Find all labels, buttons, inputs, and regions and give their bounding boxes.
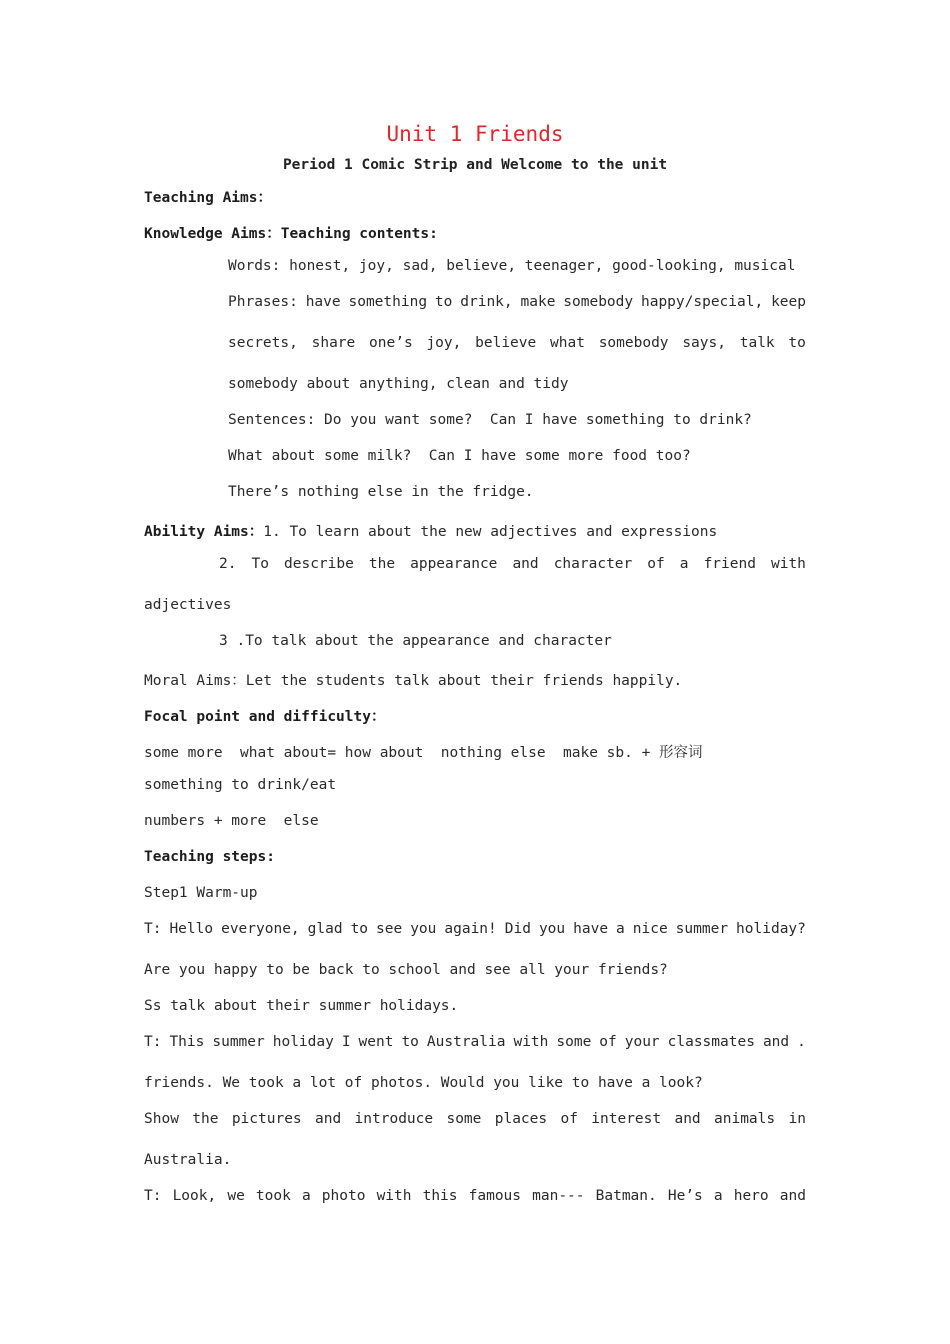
word: photo	[321, 1188, 366, 1204]
focal-line-2: something to drink/eat	[144, 777, 337, 793]
word: Phrases:	[228, 294, 298, 310]
word: summer	[212, 1034, 265, 1050]
word: a	[616, 921, 625, 937]
word: says,	[682, 335, 726, 351]
focal-line-3: numbers + more else	[144, 813, 319, 829]
word: To	[251, 556, 269, 572]
word: classmates	[667, 1034, 755, 1050]
word: you	[410, 921, 437, 937]
students-line: Ss talk about their summer holidays.	[144, 998, 459, 1014]
word: holiday	[272, 1034, 334, 1050]
teacher-line-2	[144, 1034, 806, 1050]
word: character	[553, 556, 633, 572]
word: to	[350, 921, 369, 937]
word: T:	[144, 921, 162, 937]
teaching-aims-heading: Teaching Aims：	[144, 190, 272, 206]
word: to	[401, 1034, 419, 1050]
word: what	[550, 335, 585, 351]
words-line: Words: honest, joy, sad, believe, teenager, good-looking, musical	[228, 258, 796, 274]
moral-aims-line: Moral Aims：Let the students talk about their friends happily.	[144, 673, 683, 689]
word: Did	[504, 921, 531, 937]
phrases-line-2	[228, 335, 806, 351]
document-subtitle: Period 1 Comic Strip and Welcome to the unit	[282, 157, 668, 173]
show-line-cont: Australia.	[144, 1152, 232, 1168]
word: your	[624, 1034, 660, 1050]
word: interest	[591, 1111, 662, 1127]
word: This	[169, 1034, 205, 1050]
word: again!	[444, 921, 497, 937]
word: Australia	[426, 1034, 506, 1050]
word: of	[599, 1034, 617, 1050]
word: to	[434, 294, 453, 310]
word: Hello	[169, 921, 214, 937]
ability-aim-2-cont: adjectives	[144, 597, 232, 613]
word: man---	[532, 1188, 585, 1204]
document-title: Unit 1 Friends	[386, 122, 564, 146]
step1-heading: Step1 Warm-up	[144, 885, 258, 901]
word: and	[315, 1111, 342, 1127]
word: happy/special,	[640, 294, 764, 310]
sentences-line-2: What about some milk? Can I have some more food too?	[228, 448, 691, 464]
word: and	[779, 1188, 806, 1204]
teacher-line-3	[144, 1188, 806, 1204]
word: in	[788, 1111, 806, 1127]
ability-aims-heading: Ability Aims：	[144, 524, 264, 540]
word: talk	[739, 335, 775, 351]
word: secrets,	[228, 335, 298, 351]
word: a	[713, 1188, 723, 1204]
focal-heading: Focal point and difficulty：	[144, 709, 386, 725]
word: appearance	[410, 556, 498, 572]
word: keep	[771, 294, 806, 310]
ability-aims-line	[144, 520, 717, 541]
word: T:	[144, 1188, 162, 1204]
teaching-steps-heading: Teaching steps:	[144, 849, 275, 865]
word: nice	[632, 921, 668, 937]
word: Show	[144, 1111, 179, 1127]
word: Look,	[172, 1188, 217, 1204]
word: the	[192, 1111, 219, 1127]
word: T:	[144, 1034, 162, 1050]
word: to	[788, 335, 806, 351]
word: some	[556, 1034, 592, 1050]
word: a	[679, 556, 689, 572]
sentences-line-1: Sentences: Do you want some? Can I have something to drink?	[228, 412, 752, 428]
word: drink,	[460, 294, 513, 310]
phrases-line-1	[228, 294, 806, 310]
word: we	[227, 1188, 245, 1204]
word: you	[538, 921, 566, 937]
word: pictures	[231, 1111, 302, 1127]
word: somebody	[563, 294, 634, 310]
word: believe	[475, 335, 537, 351]
word: hero	[733, 1188, 769, 1204]
word: a	[301, 1188, 311, 1204]
teacher-line-1-cont: Are you happy to be back to school and see all your friends?	[144, 962, 668, 978]
word: with	[513, 1034, 549, 1050]
ability-aim-3: 3 .To talk about the appearance and character	[219, 633, 612, 649]
word: I	[341, 1034, 351, 1050]
word: see	[376, 921, 403, 937]
word: with	[376, 1188, 412, 1204]
word: this	[422, 1188, 458, 1204]
word: animals	[714, 1111, 776, 1127]
word: He’s	[667, 1188, 703, 1204]
word: summer	[675, 921, 729, 937]
word: Batman.	[595, 1188, 657, 1204]
word: have	[573, 921, 609, 937]
word: .	[797, 1034, 806, 1050]
word: holiday?	[736, 921, 806, 937]
word: 2.	[219, 556, 237, 572]
sentences-line-3: There’s nothing else in the fridge.	[228, 484, 534, 500]
word: make	[520, 294, 556, 310]
word: something	[348, 294, 428, 310]
focal-line-1: some more what about= how about nothing else make sb. + 形容词	[144, 745, 703, 761]
word: everyone,	[221, 921, 300, 937]
knowledge-aims-heading: Knowledge Aims：Teaching contents:	[144, 226, 438, 242]
word: and	[762, 1034, 790, 1050]
show-line	[144, 1111, 806, 1127]
word: describe	[284, 556, 354, 572]
word: famous	[468, 1188, 522, 1204]
teacher-line-1	[144, 921, 806, 937]
word: with	[770, 556, 806, 572]
word: some	[446, 1111, 482, 1127]
word: introduce	[354, 1111, 434, 1127]
word: have	[305, 294, 341, 310]
word: went	[358, 1034, 394, 1050]
word: took	[255, 1188, 291, 1204]
word: somebody	[598, 335, 669, 351]
word: and	[674, 1111, 701, 1127]
word: joy,	[426, 335, 462, 351]
word: share	[311, 335, 356, 351]
word: friend	[703, 556, 756, 572]
phrases-line-3: somebody about anything, clean and tidy	[228, 376, 569, 392]
word: one’s	[369, 335, 413, 351]
teacher-line-2-cont: friends. We took a lot of photos. Would you like to have a look?	[144, 1075, 703, 1091]
word: places	[494, 1111, 548, 1127]
ability-aim-1: 1. To learn about the new adjectives and expressions	[263, 524, 718, 540]
ability-aim-2	[219, 556, 806, 572]
word: the	[368, 556, 396, 572]
word: of	[647, 556, 665, 572]
word: and	[512, 556, 539, 572]
word: glad	[307, 921, 343, 937]
word: of	[560, 1111, 578, 1127]
